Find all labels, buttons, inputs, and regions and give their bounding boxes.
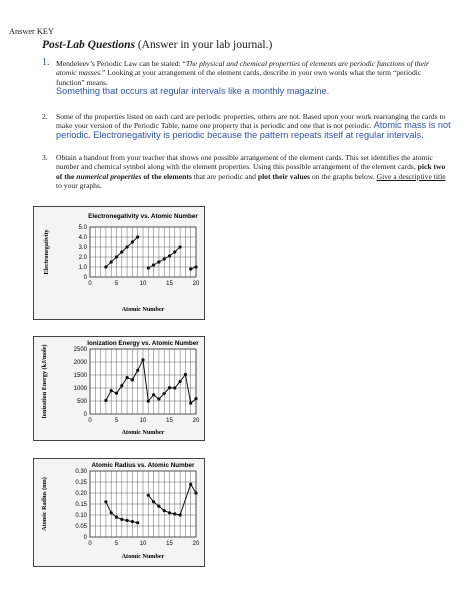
data-point bbox=[136, 235, 139, 238]
x-tick-label: 5 bbox=[114, 541, 119, 547]
question-3-underlined: Give a descriptive title bbox=[376, 171, 446, 181]
data-point bbox=[115, 255, 118, 258]
question-3-bold-italic: numerical properties bbox=[76, 171, 142, 181]
electronegativity-chart bbox=[33, 206, 205, 320]
data-point bbox=[120, 250, 123, 253]
data-point bbox=[194, 397, 197, 400]
data-point bbox=[126, 245, 129, 248]
question-3-bold-c: plot their values bbox=[257, 171, 311, 181]
data-point bbox=[179, 513, 182, 516]
x-tick-label: 15 bbox=[166, 281, 173, 287]
x-axis-label: Atomic Number bbox=[121, 429, 165, 436]
data-point bbox=[104, 500, 107, 503]
y-tick-label: 2500 bbox=[73, 347, 87, 353]
question-3-bold-a: pick two of the bbox=[56, 162, 446, 181]
question-1-pre: Mendeleev’s Periodic Law can be stated: “ bbox=[56, 59, 186, 68]
data-point bbox=[152, 500, 155, 503]
data-point bbox=[136, 369, 139, 372]
question-3-text-d: to your graphs. bbox=[56, 181, 102, 191]
chart-title: Electronegativity vs. Atomic Number bbox=[88, 213, 198, 220]
chart-title: Atomic Radius vs. Atomic Number bbox=[91, 462, 195, 469]
data-point bbox=[189, 483, 192, 486]
x-tick-label: 20 bbox=[192, 418, 200, 424]
x-axis-label: Atomic Number bbox=[121, 306, 165, 313]
y-tick-label: 0.05 bbox=[75, 524, 87, 530]
question-3-text-a: Obtain a handout from your teacher that shows one possible arrangement of the element cards. This set identifies the atomic number and chemical symbol along with the element properties. Using this possible arrangement of the element cards, bbox=[56, 153, 433, 172]
electronegativity-chart-svg bbox=[34, 207, 204, 319]
x-tick-label: 15 bbox=[166, 541, 173, 547]
y-tick-label: 1000 bbox=[73, 386, 87, 392]
data-point bbox=[120, 518, 123, 521]
y-tick-label: 1.0 bbox=[78, 265, 87, 271]
data-point bbox=[120, 384, 123, 387]
atomic-radius-chart-svg bbox=[34, 459, 204, 566]
data-point bbox=[179, 245, 182, 248]
x-tick-label: 20 bbox=[192, 541, 200, 547]
data-point bbox=[147, 400, 150, 403]
title-main: Post-Lab Questions bbox=[42, 39, 135, 51]
data-point bbox=[157, 397, 160, 400]
y-tick-label: 0.30 bbox=[75, 469, 87, 475]
data-point bbox=[104, 265, 107, 268]
question-3-body bbox=[56, 153, 451, 191]
x-tick-label: 10 bbox=[139, 281, 147, 287]
x-tick-label: 5 bbox=[114, 281, 119, 287]
question-1-body bbox=[56, 59, 451, 97]
data-point bbox=[163, 509, 166, 512]
title-sub: (Answer in your lab journal.) bbox=[137, 39, 273, 51]
x-tick-label: 10 bbox=[139, 418, 147, 424]
data-point bbox=[179, 380, 182, 383]
data-point bbox=[157, 260, 160, 263]
answer-key-label: Answer KEY bbox=[9, 27, 54, 36]
y-tick-label: 0.25 bbox=[75, 480, 87, 486]
y-tick-label: 0.20 bbox=[75, 491, 87, 497]
y-tick-label: 3.0 bbox=[78, 245, 87, 251]
data-point bbox=[173, 386, 176, 389]
y-tick-label: 0.10 bbox=[75, 513, 87, 519]
data-point bbox=[115, 392, 118, 395]
y-tick-label: 5.0 bbox=[78, 225, 87, 231]
data-point bbox=[184, 373, 187, 376]
question-2-number: 2. bbox=[42, 112, 48, 121]
y-tick-label: 2000 bbox=[73, 360, 87, 366]
y-tick-label: 0 bbox=[83, 535, 87, 541]
y-tick-label: 2.0 bbox=[78, 255, 87, 261]
data-point bbox=[147, 494, 150, 497]
data-point bbox=[131, 378, 134, 381]
data-point bbox=[147, 266, 150, 269]
data-point bbox=[163, 392, 166, 395]
question-3-number: 3. bbox=[42, 153, 48, 162]
question-3-text-b: that are periodic and bbox=[191, 171, 258, 181]
data-point bbox=[157, 505, 160, 508]
x-tick-label: 20 bbox=[192, 281, 200, 287]
y-tick-label: 0 bbox=[83, 412, 87, 418]
data-point bbox=[152, 263, 155, 266]
x-tick-label: 0 bbox=[88, 541, 92, 547]
data-point bbox=[189, 402, 192, 405]
question-2-body bbox=[56, 112, 451, 140]
chart-title: Ionization Energy vs. Atomic Number bbox=[87, 340, 199, 347]
question-1-post: ” Looking at your arrangement of the element cards, describe in your own words what the term “periodic function” means. bbox=[56, 68, 422, 87]
data-point bbox=[173, 512, 176, 515]
x-tick-label: 15 bbox=[166, 418, 173, 424]
y-tick-label: 500 bbox=[76, 399, 87, 405]
y-axis-label: Ionization Energy (kJ/mole) bbox=[41, 344, 48, 419]
data-point bbox=[168, 254, 171, 257]
question-2-text: Some of the properties listed on each card are periodic properties, others are not. Based upon your work rearranging the cards to make your version of the Periodic Table, name one property that is periodic and one that is not periodic. bbox=[56, 112, 446, 131]
x-tick-label: 0 bbox=[88, 281, 92, 287]
data-point bbox=[131, 240, 134, 243]
data-point bbox=[152, 393, 155, 396]
x-axis-label: Atomic Number bbox=[121, 553, 165, 560]
data-point bbox=[194, 491, 197, 494]
page-title bbox=[42, 39, 272, 51]
data-point bbox=[115, 516, 118, 519]
data-point bbox=[168, 386, 171, 389]
question-3-text-c: on the graphs below. bbox=[310, 171, 377, 181]
y-axis-label: Atomic Radius (nm) bbox=[41, 477, 48, 531]
x-tick-label: 10 bbox=[139, 541, 147, 547]
atomic-radius-chart bbox=[33, 458, 205, 567]
question-1-quote: The physical and chemical properties of elements are periodic functions of their atomic masses. bbox=[56, 59, 429, 78]
data-point bbox=[168, 511, 171, 514]
data-point bbox=[131, 520, 134, 523]
data-point bbox=[163, 257, 166, 260]
data-point bbox=[110, 511, 113, 514]
y-tick-label: 4.0 bbox=[78, 235, 87, 241]
y-tick-label: 1500 bbox=[73, 373, 87, 379]
question-1-number: 1. bbox=[42, 57, 50, 68]
data-point bbox=[104, 399, 107, 402]
x-tick-label: 5 bbox=[114, 418, 119, 424]
question-3-bold-b: of the elements bbox=[141, 171, 192, 181]
x-tick-label: 0 bbox=[88, 418, 92, 424]
data-point bbox=[141, 358, 144, 361]
question-2-answer: Atomic mass is not periodic. Electronegativity is periodic because the pattern repeats itself at regular intervals. bbox=[56, 120, 451, 140]
data-point bbox=[126, 519, 129, 522]
data-point bbox=[194, 265, 197, 268]
data-point bbox=[136, 521, 139, 524]
y-tick-label: 0 bbox=[83, 275, 87, 281]
data-point bbox=[110, 260, 113, 263]
ionization-energy-chart bbox=[33, 336, 205, 441]
data-point bbox=[110, 389, 113, 392]
y-tick-label: 0.15 bbox=[75, 502, 87, 508]
question-1-answer: Something that occurs at regular intervals like a monthly magazine. bbox=[56, 86, 330, 97]
y-axis-label: Electronegativity bbox=[43, 229, 50, 275]
data-point bbox=[173, 250, 176, 253]
data-point bbox=[189, 267, 192, 270]
data-point bbox=[126, 376, 129, 379]
ionization-energy-chart-svg bbox=[34, 337, 204, 440]
